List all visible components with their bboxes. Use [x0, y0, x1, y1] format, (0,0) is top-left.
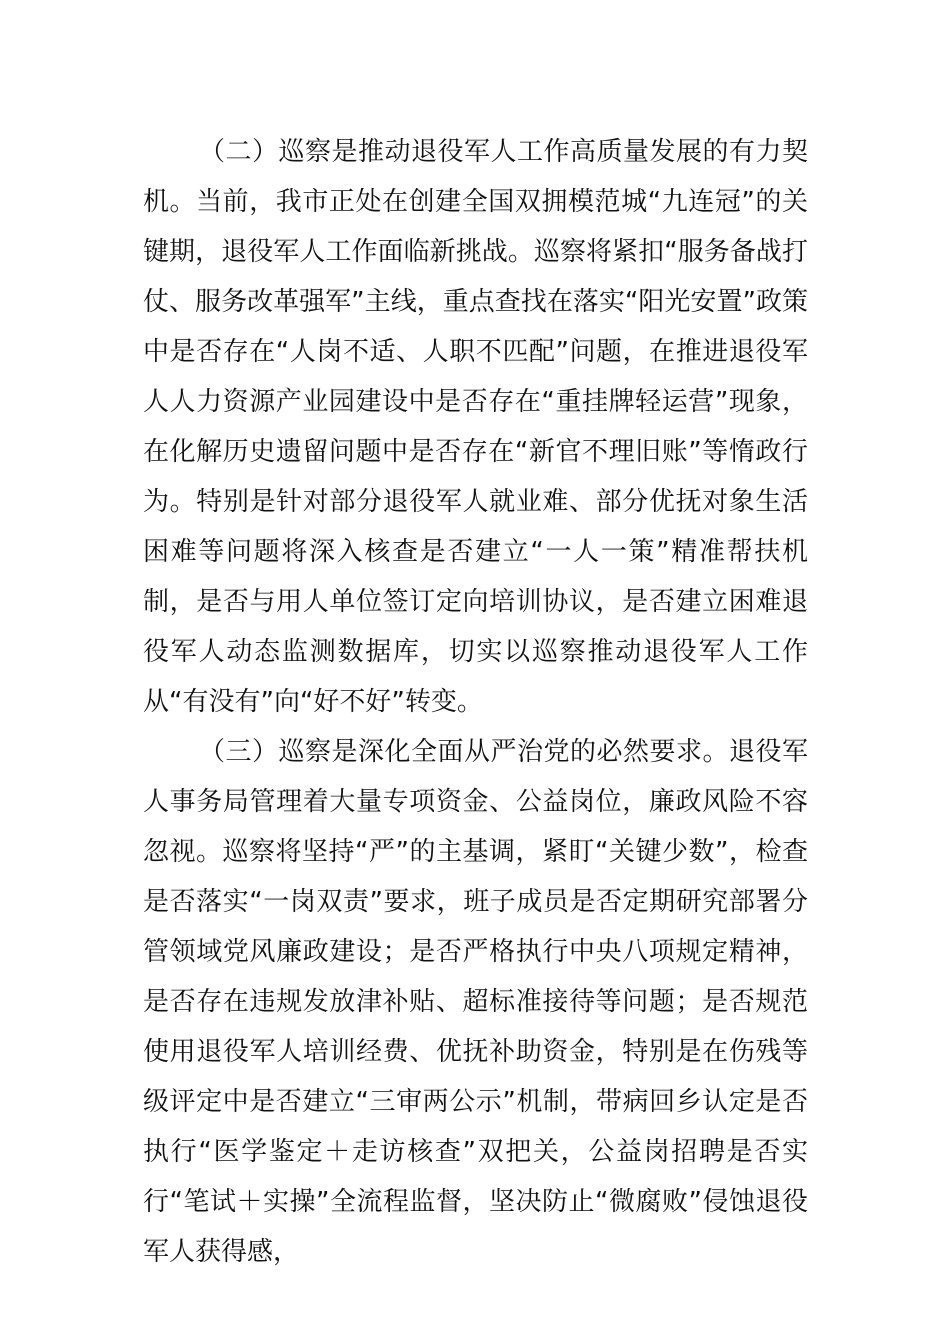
paragraph-section-three: （三）巡察是深化全面从严治党的必然要求。退役军人事务局管理着大量专项资金、公益岗位，廉政风险不容忽视。巡察将坚持“严”的主基调，紧盯“关键少数”，检查是否落实“一岗双责”要求，班子成员是否定期研究部署分管领域党风廉政建设；是否严格执行中央八项规定精神，是否存在违规发放津补贴、超标准接待等问题；是否规范使用退役军人培训经费、优抚补助资金，特别是在伤残等级评定中是否建立“三审两公示”机制，带病回乡认定是否执行“医学鉴定＋走访核查”双把关，公益岗招聘是否实行“笔试＋实操”全流程监督，坚决防止“微腐败”侵蚀退役军人获得感，: [143, 737, 808, 1267]
paragraph-section-two: （二）巡察是推动退役军人工作高质量发展的有力契机。当前，我市正处在创建全国双拥模范城“九连冠”的关键期，退役军人工作面临新挑战。巡察将紧扣“服务备战打仗、服务改革强军”主线，重点查找在落实“阳光安置”政策中是否存在“人岗不适、人职不匹配”问题，在推进退役军人人力资源产业园建设中是否存在“重挂牌轻运营”现象，在化解历史遗留问题中是否存在“新官不理旧账”等惰政行为。特别是针对部分退役军人就业难、部分优抚对象生活困难等问题将深入核查是否建立“一人一策”精准帮扶机制，是否与用人单位签订定向培训协议，是否建立困难退役军人动态监测数据库，切实以巡察推动退役军人工作从“有没有”向“好不好”转变。: [143, 137, 808, 717]
document-body: [143, 127, 808, 1277]
